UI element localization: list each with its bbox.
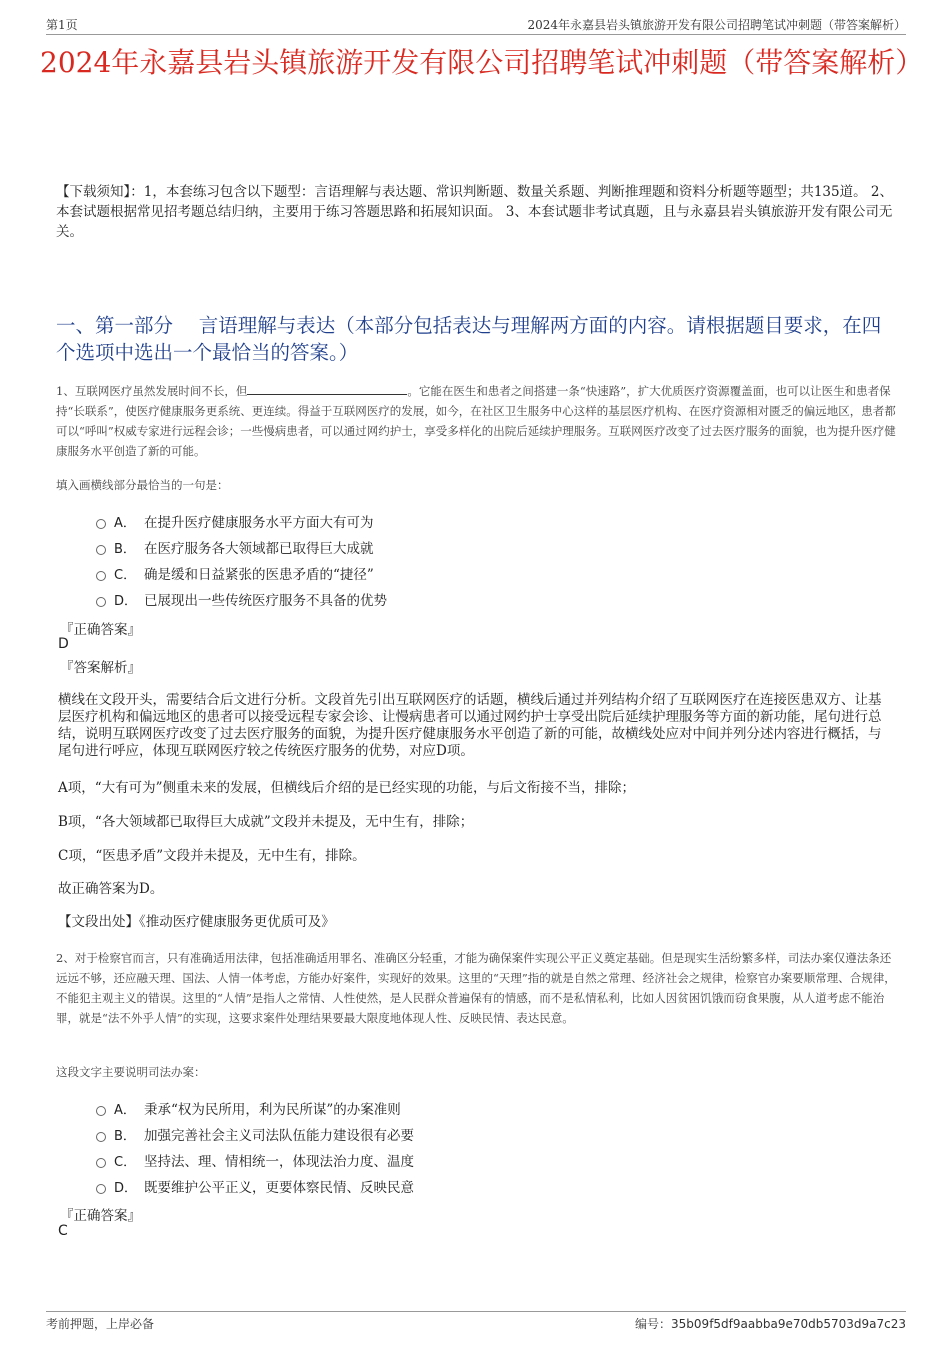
radio-icon[interactable] (96, 1158, 106, 1168)
option-letter: D． (114, 593, 138, 609)
option-letter: A． (114, 1102, 136, 1118)
option-text: 既要维护公平正义，更要体察民情、反映民意 (144, 1180, 414, 1196)
radio-icon[interactable] (96, 1184, 106, 1194)
analysis-option-c: C项，“医患矛盾”文段并未提及，无中生有，排除。 (58, 848, 366, 864)
header-doc-title: 2024年永嘉县岩头镇旅游开发有限公司招聘笔试冲刺题（带答案解析） (527, 18, 906, 32)
section-heading: 一、第一部分 言语理解与表达（本部分包括表达与理解两方面的内容。请根据题目要求，在四个选项中选出一个最恰当的答案。） (56, 314, 882, 364)
question-1-options (96, 508, 387, 612)
analysis-option-a: A项，“大有可为”侧重未来的发展，但横线后介绍的是已经实现的功能，与后文衔接不当，排除； (58, 780, 636, 796)
option-text: 加强完善社会主义司法队伍能力建设很有必要 (144, 1128, 414, 1144)
question-1-prompt: 填入画横线部分最恰当的一句是： (56, 478, 229, 492)
page-title: 2024年永嘉县岩头镇旅游开发有限公司招聘笔试冲刺题（带答案解析） (40, 46, 924, 79)
option-a[interactable] (96, 1095, 414, 1121)
option-text: 在医疗服务各大领域都已取得巨大成就 (144, 541, 374, 557)
answer-value: C (58, 1223, 68, 1239)
analysis-conclusion: 故正确答案为D。 (58, 881, 164, 897)
option-b[interactable] (96, 1121, 414, 1147)
option-text: 在提升医疗健康服务水平方面大有可为 (144, 515, 374, 531)
answer-label: 『正确答案』 (60, 622, 141, 638)
option-text: 已展现出一些传统医疗服务不具备的优势 (144, 593, 387, 609)
radio-icon[interactable] (96, 545, 106, 555)
question-1-text-after: 。它能在医生和患者之间搭建一条“快速路”，扩大优质医疗资源覆盖面，也可以让医生和患者保持“长联系”，使医疗健康服务更系统、更连续。得益于互联网医疗的发展，如今，在社区卫生服务中心这样的基层医疗机构、在医疗资源相对匮乏的偏远地区，患者都可以“呼叫”权威专家进行远程会诊；一些慢病患者，可以通过网约护士，享受多样化的出院后延续护理服务。互联网医疗改变了过去医疗服务的面貌，也为提升医疗健康服务水平创造了新的可能。 (56, 384, 896, 458)
radio-icon[interactable] (96, 1106, 106, 1116)
option-letter: A． (114, 515, 136, 531)
option-b[interactable] (96, 534, 387, 560)
option-letter: B． (114, 1128, 136, 1144)
answer-label: 『正确答案』 (60, 1208, 141, 1224)
question-1-text-before: 1、互联网医疗虽然发展时间不长，但 (56, 384, 248, 398)
radio-icon[interactable] (96, 597, 106, 607)
option-d[interactable] (96, 1173, 414, 1199)
code-value: 35b09f5df9aabba9e70db5703d9a7c23 (671, 1317, 906, 1331)
question-1-text (56, 381, 900, 461)
option-letter: B． (114, 541, 136, 557)
question-2-prompt: 这段文字主要说明司法办案： (56, 1065, 206, 1079)
code-label: 编号： (635, 1317, 672, 1331)
option-letter: D． (114, 1180, 138, 1196)
analysis-paragraph: 横线在文段开头，需要结合后文进行分析。文段首先引出互联网医疗的话题，横线后通过并列结构介绍了互联网医疗在连接医患双方、让基层医疗机构和偏远地区的患者可以接受远程专家会诊、让慢病患者可以通过网约护士享受出院后延续护理服务等方面的新功能，尾句进行总结，说明互联网医疗改变了过去医疗服务的面貌，为提升医疗健康服务水平创造了新的可能，故横线处应对中间并列分述内容进行概括，与尾句进行呼应，体现互联网医疗较之传统医疗服务的优势，对应D项。 (58, 692, 882, 759)
question-2-text: 2、对于检察官而言，只有准确适用法律，包括准确适用罪名、准确区分轻重，才能为确保案件实现公平正义奠定基础。但是现实生活纷繁多样，司法办案仅遵法条还远远不够，还应融天理、国法、人情一体考虑，方能办好案件，实现好的效果。这里的“天理”指的就是自然之常理、经济社会之规律，检察官办案要顺常理、合规律，不能犯主观主义的错误。这里的“人情”是指人之常情、人性使然，是人民群众普遍保有的情感，而不是私情私利，比如人因贫困饥饿而窃食果腹，从人道考虑不能治罪，就是“法不外乎人情”的实现，这要求案件处理结果要最大限度地体现人性、反映民情、表达民意。 (56, 951, 896, 1025)
option-text: 秉承“权为民所用，利为民所谋”的办案准则 (144, 1102, 401, 1118)
download-notice: 【下载须知】：1，本套练习包含以下题型：言语理解与表达题、常识判断题、数量关系题、判断推理题和资料分析题等题型；共135道。 2、本套试题根据常见招考题总结归纳，主要用于练习答题思路和拓展知识面。 3、本套试题非考试真题，且与永嘉县岩头镇旅游开发有限公司无关。 (56, 184, 893, 240)
page-footer (46, 1311, 906, 1334)
analysis-label: 『答案解析』 (60, 660, 141, 676)
footer-slogan: 考前押题，上岸必备 (46, 1317, 155, 1331)
option-letter: C． (114, 1154, 137, 1170)
page-number: 第1页 (46, 18, 78, 32)
question-2-options (96, 1095, 414, 1199)
option-c[interactable] (96, 1147, 414, 1173)
radio-icon[interactable] (96, 519, 106, 529)
source-citation: 【文段出处】《推动医疗健康服务更优质可及》 (58, 914, 335, 930)
radio-icon[interactable] (96, 1132, 106, 1142)
option-d[interactable] (96, 586, 387, 612)
page-header (46, 14, 906, 35)
blank-line (247, 382, 407, 395)
analysis-option-b: B项，“各大领域都已取得巨大成就”文段并未提及，无中生有，排除； (58, 814, 474, 830)
footer-code (635, 1315, 906, 1332)
radio-icon[interactable] (96, 571, 106, 581)
option-text: 确是缓和日益紧张的医患矛盾的“捷径” (144, 567, 374, 583)
option-text: 坚持法、理、情相统一，体现法治力度、温度 (144, 1154, 414, 1170)
option-letter: C． (114, 567, 137, 583)
option-c[interactable] (96, 560, 387, 586)
answer-value: D (58, 636, 69, 652)
option-a[interactable] (96, 508, 387, 534)
